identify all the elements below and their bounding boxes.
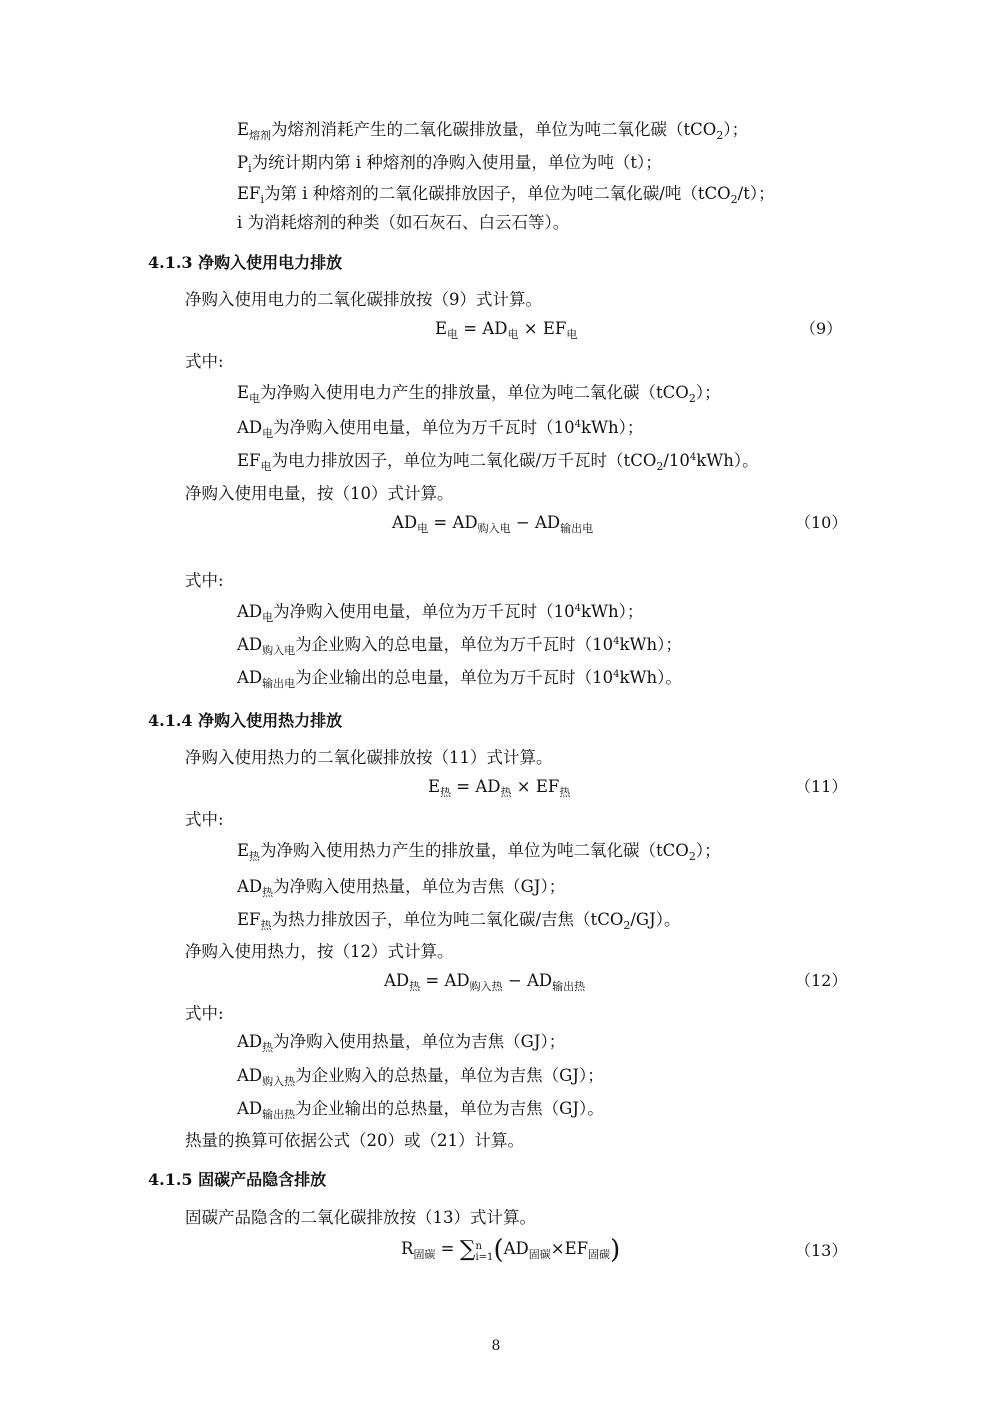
equation-11-number: （11） (795, 777, 848, 796)
def-ad-purchased-elec: $AD_{购入电}$为企业购入的总电量，单位为万千瓦时$(10^4kWh)$； (237, 635, 682, 657)
def-ad-elec-2: $AD_电$为净购入使用电量，单位为万千瓦时$(10^4kWh)$； (237, 602, 644, 624)
heading-4-1-4: 4.1.4 净购入使用热力排放 (148, 711, 343, 730)
def-ef-i: $EF_i$为第 i 种熔剂的二氧化碳排放因子，单位为吨二氧化碳/吨（tCO$_2$/t）； (237, 184, 775, 206)
shizhong-label: 式中: (185, 1004, 224, 1023)
equation-12: $AD_热 = AD_{购入热} - AD_{输出热}$ (384, 971, 586, 993)
def-ef-heat: $EF_热$为热力排放因子，单位为吨二氧化碳/吉焦（tCO$_2$/GJ）。 (237, 910, 681, 932)
def-e-elec: $E_电$为净购入使用电力产生的排放量，单位为吨二氧化碳（tCO$_2$）； (237, 383, 721, 405)
def-ad-heat-2: $AD_热$为净购入使用热量，单位为吉焦（GJ）； (237, 1032, 566, 1054)
paragraph-eq10: 净购入使用电量，按（10）式计算。 (185, 484, 454, 503)
heading-4-1-3: 4.1.3 净购入使用电力排放 (148, 253, 343, 272)
def-ad-output-heat: $AD_{输出热}$为企业输出的总热量，单位为吉焦（GJ）。 (237, 1099, 604, 1121)
paragraph-4-1-5: 固碳产品隐含的二氧化碳排放按（13）式计算。 (185, 1208, 536, 1227)
def-ad-output-elec: $AD_{输出电}$为企业输出的总电量，单位为万千瓦时$(10^4kWh)$。 (237, 668, 682, 690)
page-number: 8 (491, 1338, 501, 1354)
def-ef-elec: $EF_电$为电力排放因子，单位为吨二氧化碳/万千瓦时$(tCO_2/10^4kWh)$。 (237, 451, 759, 473)
paragraph-4-1-4: 净购入使用热力的二氧化碳排放按（11）式计算。 (185, 748, 553, 767)
shizhong-label: 式中: (185, 571, 224, 590)
def-e-flux: $E_{熔剂}$为熔剂消耗产生的二氧化碳排放量，单位为吨二氧化碳（tCO$_2$）； (237, 120, 749, 142)
equation-10-number: （10） (795, 513, 848, 532)
equation-9-number: （9） (800, 319, 843, 338)
def-ad-heat: $AD_热$为净购入使用热量，单位为吉焦（GJ）； (237, 877, 566, 899)
equation-13: $R_{固碳}$ = ∑ n i=1 $(AD_{固碳}\times EF_{固碳})$ (401, 1235, 621, 1265)
paragraph-4-1-3: 净购入使用电力的二氧化碳排放按（9）式计算。 (185, 290, 542, 309)
equation-9: $E_电 = AD_电 \times EF_电$ (435, 319, 578, 341)
def-e-heat: $E_热$为净购入使用热力产生的排放量，单位为吨二氧化碳（tCO$_2$）； (237, 841, 721, 863)
paragraph-eq12: 净购入使用热力，按（12）式计算。 (185, 942, 454, 961)
equation-12-number: （12） (795, 971, 848, 990)
equation-13-number: （13） (795, 1241, 848, 1260)
shizhong-label: 式中: (185, 352, 224, 371)
shizhong-label: 式中: (185, 810, 224, 829)
def-ad-purchased-heat: $AD_{购入热}$为企业购入的总热量，单位为吉焦（GJ）； (237, 1066, 604, 1088)
paragraph-heat-conversion: 热量的换算可依据公式（20）或（21）计算。 (185, 1131, 524, 1150)
equation-11: $E_热 = AD_热 \times EF_热$ (428, 777, 571, 799)
def-i: i 为消耗熔剂的种类（如石灰石、白云石等）。 (237, 213, 570, 232)
def-ad-elec: $AD_电$为净购入使用电量，单位为万千瓦时$(10^4kWh)$； (237, 418, 644, 440)
def-p-i: $P_i$为统计期内第 i 种熔剂的净购入使用量，单位为吨（t）； (237, 153, 662, 175)
heading-4-1-5: 4.1.5 固碳产品隐含排放 (148, 1170, 327, 1189)
equation-10: $AD_电 = AD_{购入电} - AD_{输出电}$ (392, 513, 594, 535)
